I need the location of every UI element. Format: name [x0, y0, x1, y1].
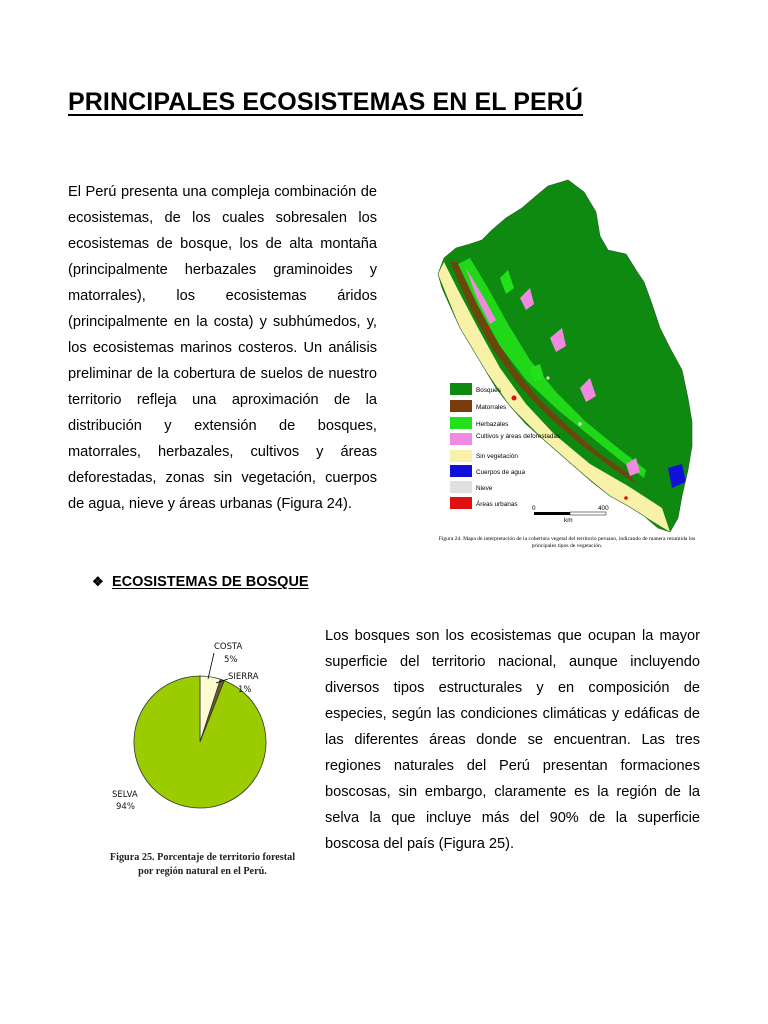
- legend-swatch-herbazales: [450, 417, 472, 429]
- diamond-bullet-icon: ❖: [92, 574, 104, 589]
- pie-value-costa: 5%: [224, 655, 238, 665]
- legend-swatch-areas-urbanas: [450, 497, 472, 509]
- legend-swatch-matorrales: [450, 400, 472, 412]
- map-figure: [430, 178, 702, 534]
- legend-swatch-cuerpos-de-agua: [450, 465, 472, 477]
- legend-swatch-cultivos: [450, 433, 472, 445]
- legend-label-sin-vegetacion: Sin vegetación: [476, 453, 518, 460]
- pie-caption-line-1: Figura 25. Porcentaje de territorio forestal: [109, 852, 296, 863]
- pie-label-costa: COSTA: [214, 642, 243, 652]
- legend-label-cultivos: Cultivos y áreas deforestadas: [476, 433, 561, 440]
- pie-label-selva: SELVA: [112, 790, 138, 800]
- legend-label-areas-urbanas: Áreas urbanas: [476, 501, 518, 508]
- bosque-paragraph: Los bosques son los ecosistemas que ocupan la mayor superficie del territorio nacional, aunque incluyendo diversos tipos estructurales y en composición de especies, según las condiciones climáticas y edáficas de las diferentes áreas donde se encuentran. Las tres regiones naturales del Perú presentan formaciones boscosas, sin embargo, claramente es la región de la selva la que incluye más del 90% de la superficie boscosa del país (Figura 25).: [325, 628, 700, 852]
- legend-label-bosques: Bosques: [476, 387, 501, 394]
- pie-slice-selva: [134, 676, 266, 808]
- legend-label-herbazales: Herbazales: [476, 421, 509, 428]
- costa-leader-line: [208, 653, 214, 679]
- pie-caption-line-2: por región natural en el Perú.: [138, 866, 267, 877]
- legend-swatch-nieve: [450, 481, 472, 493]
- pie-value-selva: 94%: [116, 802, 135, 812]
- pie-caption: [95, 851, 310, 879]
- pie-value-sierra: 1%: [238, 685, 252, 695]
- scale-unit: km: [564, 517, 573, 524]
- peru-vegetation-map: [430, 178, 702, 534]
- section-heading-text: ECOSISTEMAS DE BOSQUE: [112, 574, 309, 590]
- forest-pie-chart: [100, 635, 310, 860]
- legend-label-cuerpos-de-agua: Cuerpos de agua: [476, 469, 526, 476]
- map-caption: Figura 24. Mapa de interpretación de la cobertura vegetal del territorio peruano, indicando de manera resumida los principales tipos de vegetación.: [438, 536, 696, 549]
- page-title: PRINCIPALES ECOSISTEMAS EN EL PERÚ: [68, 88, 584, 116]
- legend-swatch-sin-vegetacion: [450, 450, 472, 462]
- legend-swatch-bosques: [450, 383, 472, 395]
- pie-svg: [100, 635, 310, 860]
- legend-label-nieve: Nieve: [476, 485, 493, 492]
- map-scale-bar: [532, 505, 609, 524]
- scale-label-end: 400: [598, 505, 609, 512]
- pie-label-sierra: SIERRA: [228, 672, 259, 682]
- intro-paragraph: El Perú presenta una compleja combinación de ecosistemas, de los cuales sobresalen los ecosistemas de bosque, los de alta montaña (principalmente herbazales graminoides y matorrales), los ecosistemas áridos (principalmente en la costa) y subhúmedos, y, los ecosistemas marinos costeros. Un análisis preliminar de la cobertura de suelos de nuestro territorio refleja una aproximación de la distribución y extensión de bosques, matorrales, herbazales, cultivos y áreas deforestadas, zonas sin vegetación, cuerpos de agua, nieve y áreas urbanas (Figura 24).: [68, 184, 377, 512]
- scale-label-start: 0: [532, 505, 536, 512]
- section-heading: [92, 574, 309, 590]
- legend-label-matorrales: Matorrales: [476, 404, 507, 411]
